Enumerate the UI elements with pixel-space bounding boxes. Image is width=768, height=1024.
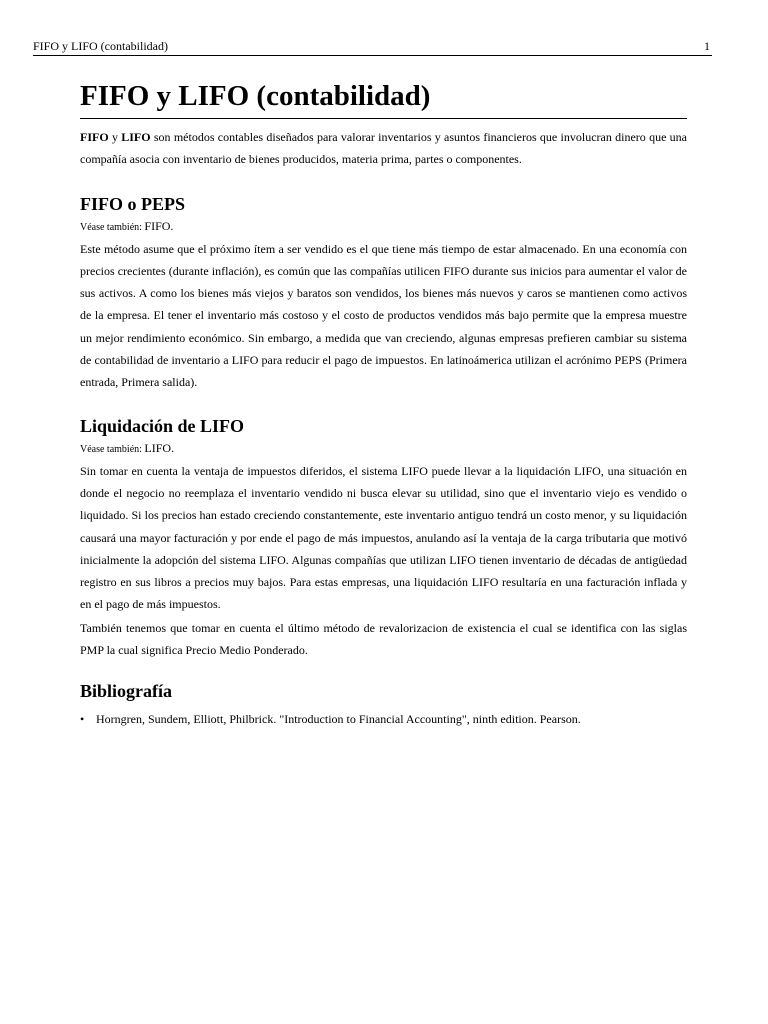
see-also-label: Véase también: <box>80 443 145 455</box>
section-heading: Liquidación de LIFO <box>80 415 245 436</box>
section-paragraph: Este método asume que el próximo ítem a ser vendido es el que tiene más tiempo de estar almacenado. En una economía con precios crecientes (durante inflación), es común que las compañías utilicen FIFO durante sus inicios para aumentar el valor de sus activos. A como los bienes más viejos y baratos son vendidos, los bienes más nuevos y caros se mantienen como activos de la empresa. El tener el inventario más costoso y el costo de productos vendidos más bajo permite que la empresa muestre un mejor rendimiento económico. Sin embargo, a medida que van creciendo, algunas empresas prefieren cambiar su sistema de contabilidad de inventario a LIFO para reducir el pago de impuestos. En latinoámerica utilizan el acrónimo PEPS (Primera entrada, Primera salida). <box>80 241 687 390</box>
intro-paragraph <box>80 126 687 171</box>
intro-text: son métodos contables diseñados para valorar inventarios y asuntos financieros que involucran dinero que una compañía asocia con inventario de bienes producidos, materia prima, partes o componentes. <box>80 130 688 167</box>
running-header <box>33 38 712 56</box>
intro-term-lifo: LIFO <box>121 130 151 144</box>
article-body <box>80 78 687 729</box>
running-title: FIFO y LIFO (contabilidad) <box>33 39 168 53</box>
see-also-note <box>80 441 687 457</box>
bibliography-entry: Horngren, Sundem, Elliott, Philbrick. "Introduction to Financial Accounting", ninth edition. Pearson. <box>96 712 581 727</box>
section-bibliografia <box>80 679 687 729</box>
intro-connector: y <box>108 130 122 144</box>
section-heading: Bibliografía <box>80 681 173 702</box>
bullet-icon: • <box>80 712 85 727</box>
list-item <box>80 709 687 729</box>
see-also-link-fifo[interactable]: FIFO. <box>144 218 174 233</box>
see-also-note <box>80 219 687 235</box>
section-fifo-peps <box>80 192 687 394</box>
page-title: FIFO y LIFO (contabilidad) <box>80 78 687 119</box>
section-paragraph: Sin tomar en cuenta la ventaja de impuestos diferidos, el sistema LIFO puede llevar a la liquidación LIFO, una situación en donde el negocio no reemplaza el inventario vendido ni busca elevar su utilidad, sino que el inventario viejo es vendido o liquidado. Si los precios han estado creciendo constantemente, este inventario antiguo tendrá un costo menor, y su liquidación causará una mayor facturación y por ende el pago de más impuestos, anulando así la ventaja de la carga tributaria que motivó inicialmente la adopción del sistema LIFO. Algunas compañías que utilizan LIFO tienen inventario de décadas de antigüedad registro en sus libros a precios muy bajos. Para estas empresas, una liquidación LIFO resultaría en una facturación inflada y en el pago de más impuestos. <box>80 463 687 612</box>
see-also-link-lifo[interactable]: LIFO. <box>144 440 175 455</box>
page-number: 1 <box>704 39 710 53</box>
bibliography-list <box>80 709 687 729</box>
see-also-label: Véase también: <box>80 221 145 233</box>
section-heading: FIFO o PEPS <box>80 193 186 214</box>
intro-term-fifo: FIFO <box>80 130 109 144</box>
section-paragraph: También tenemos que tomar en cuenta el último método de revalorizacion de existencia el cual se identifica con las siglas PMP la cual significa Precio Medio Ponderado. <box>80 620 687 658</box>
section-liquidacion-lifo <box>80 414 687 662</box>
